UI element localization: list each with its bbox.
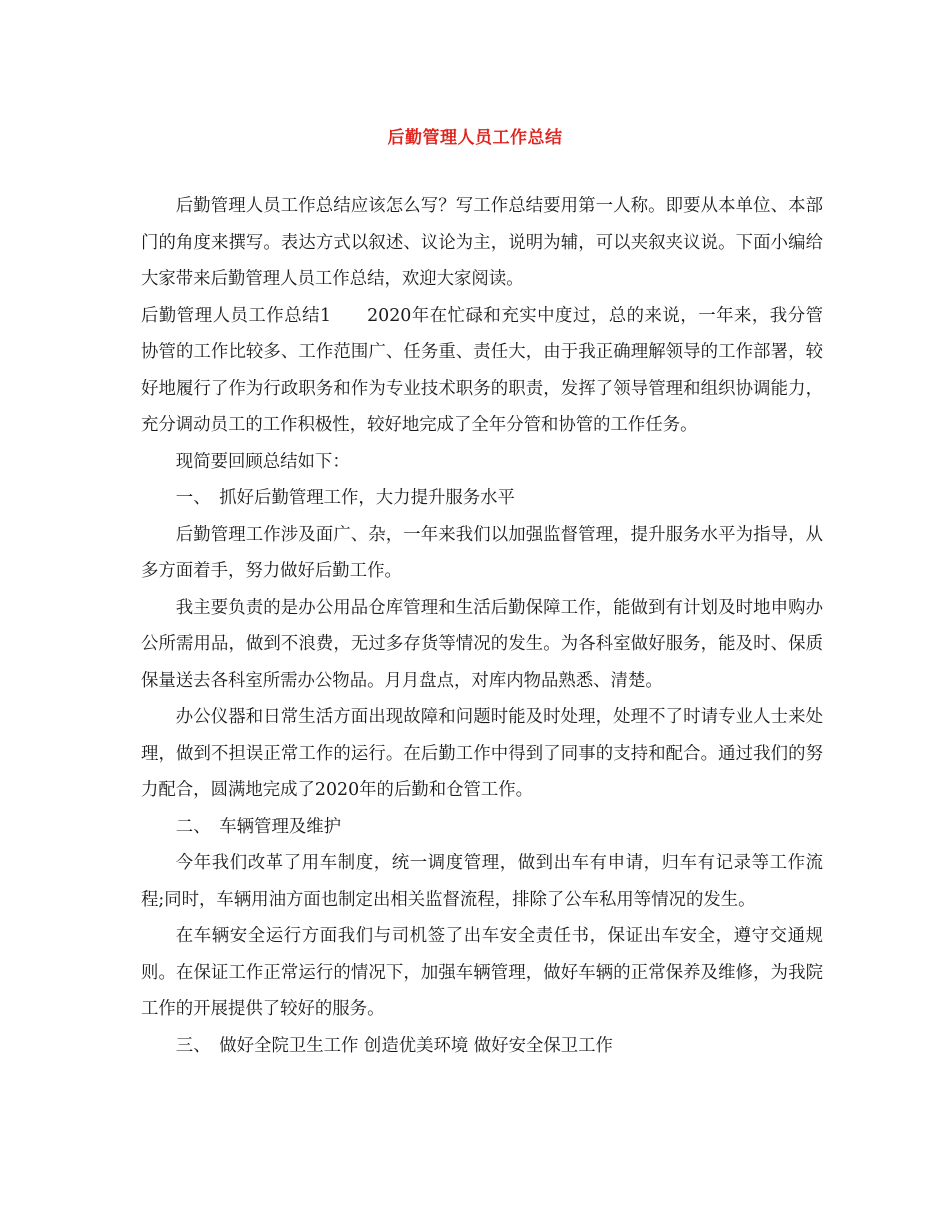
paragraph-warehouse: 我主要负责的是办公用品仓库管理和生活后勤保障工作，能做到有计划及时地申购办公所需用品，做到不浪费，无过多存货等情况的发生。为各科室做好服务，能及时、保质保量送去各科室所需办公物品。月月盘点，对库内物品熟悉、清楚。: [141, 597, 823, 691]
paragraph-equipment: 办公仪器和日常生活方面出现故障和问题时能及时处理，处理不了时请专业人士来处理，做到不担误正常工作的运行。在后勤工作中得到了同事的支持和配合。通过我们的努力配合，圆满地完成了2020年的后勤和仓管工作。: [141, 707, 823, 800]
paragraph-vehicle-policy: 今年我们改革了用车制度，统一调度管理，做到出车有申请，归车有记录等工作流程;同时，车辆用油方面也制定出相关监督流程，排除了公车私用等情况的发生。: [141, 853, 823, 910]
section-heading-2: 二、 车辆管理及维护: [175, 816, 342, 837]
overview-paragraph: [141, 298, 823, 444]
section-heading-3: 三、 做好全院卫生工作 创造优美环境 做好安全保卫工作: [175, 1035, 613, 1056]
document-body: [141, 188, 823, 1064]
document-title: 后勤管理人员工作总结: [387, 128, 563, 148]
paragraph-logistics-scope: 后勤管理工作涉及面广、杂，一年来我们以加强监督管理，提升服务水平为指导，从多方面着手，努力做好后勤工作。: [141, 524, 823, 581]
review-paragraph: 现简要回顾总结如下：: [175, 451, 350, 472]
section-heading-1: 一、 抓好后勤管理工作，大力提升服务水平: [175, 488, 515, 508]
overview-text: 2020年在忙碌和充实中度过，总的来说，一年来，我分管协管的工作比较多、工作范围广、任务重、责任大，由于我正确理解领导的工作部署，较好地履行了作为行政职务和作为专业技术职务的职责，发挥了领导管理和组织协调能力，充分调动员工的工作积极性，较好地完成了全年分管和协管的工作任务。: [141, 305, 823, 435]
intro-paragraph: 后勤管理人员工作总结应该怎么写？写工作总结要用第一人称。即要从本单位、本部门的角度来撰写。表达方式以叙述、议论为主，说明为辅，可以夹叙夹议说。下面小编给大家带来后勤管理人员工作总结，欢迎大家阅读。: [141, 196, 823, 289]
paragraph-vehicle-safety: 在车辆安全运行方面我们与司机签了出车安全责任书，保证出车安全，遵守交通规则。在保证工作正常运行的情况下，加强车辆管理，做好车辆的正常保养及维修，为我院工作的开展提供了较好的服务。: [141, 926, 823, 1019]
section-label: 后勤管理人员工作总结1: [141, 305, 332, 326]
